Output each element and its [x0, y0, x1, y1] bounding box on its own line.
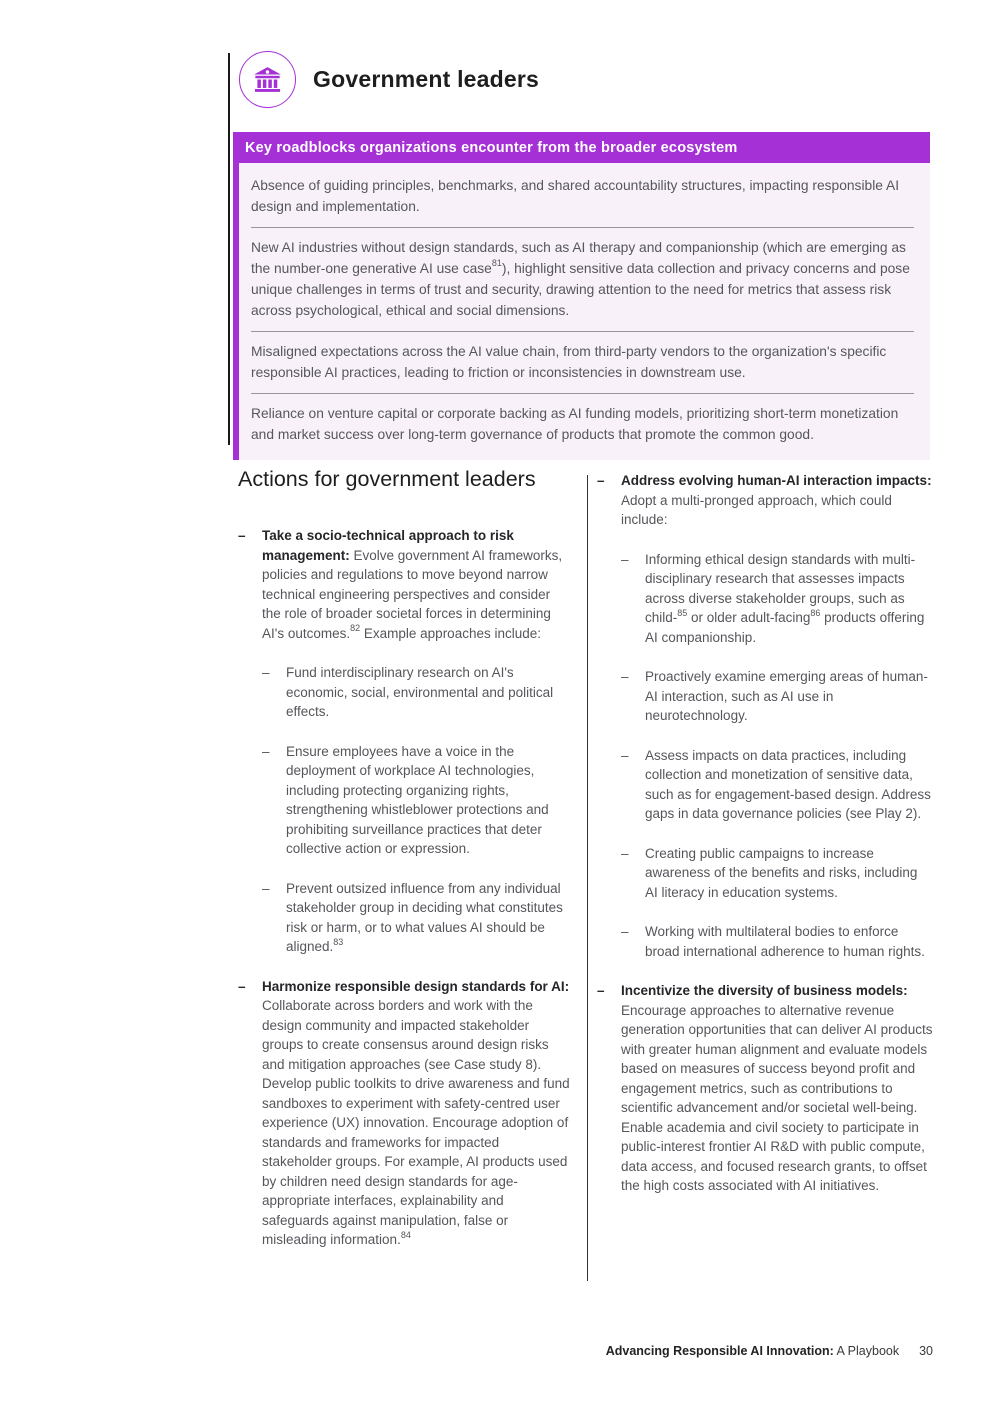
action-item: [597, 981, 933, 1196]
action-subitem: [597, 667, 933, 726]
bullet-dash: –: [262, 743, 270, 759]
action-item-text: Working with multilateral bodies to enforce broad international adherence to human rights.: [645, 924, 925, 959]
action-item-text: Fund interdisciplinary research on AI's economic, social, environmental and political effects.: [286, 665, 554, 719]
action-item-text: Address evolving human-AI interaction impacts: Adopt a multi-pronged approach, which could include:: [621, 473, 932, 527]
section-rule: [228, 53, 230, 445]
action-subitem: [238, 663, 571, 722]
bullet-dash: –: [597, 473, 605, 488]
action-item-text: Harmonize responsible design standards for AI: Collaborate across borders and work with the design community and impacted stakeholder groups to create consensus around design risks and mitigation approaches (see Case study 8). Develop public toolkits to drive awareness and fund sandboxes to experiment with safety-centred user experience (UX) innovation. Encourage adoption of standards and frameworks for impacted stakeholder groups. For example, AI products used by children need design standards for age-appropriate interfaces, explainability and safeguards against manipulation, false or misleading information.$^{84}$: [262, 978, 570, 1247]
action-subitem: [597, 550, 933, 648]
action-subitem: [597, 746, 933, 824]
action-subitem: [238, 742, 571, 859]
roadblock-item: Reliance on venture capital or corporate backing as AI funding models, prioritizing short-term monetization and market success over long-term governance of products that promote the common good.: [251, 393, 914, 455]
action-item: [597, 471, 933, 530]
bullet-dash: –: [621, 924, 629, 939]
column-divider: [587, 475, 588, 1281]
roadblock-item: New AI industries without design standards, such as AI therapy and companionship (which are emerging as the number-one generative AI use case$^{81}$), highlight sensitive data collection and privacy concerns and pose unique challenges in terms of trust and security, drawing attention to the need for metrics that assess risk across psychological, ethical and social dimensions.: [251, 227, 914, 331]
action-item-text: Ensure employees have a voice in the deployment of workplace AI technologies, including protecting organizing rights, strengthening whistleblower protections and prohibiting surveillance practices that deter collective action or expression.: [286, 743, 549, 856]
action-subitem: [597, 844, 933, 903]
action-item-text: Prevent outsized influence from any individual stakeholder group in deciding what constitutes risk or harm, or to what values AI should be aligned.$^{83}$: [286, 880, 563, 954]
bullet-dash: –: [238, 978, 246, 994]
action-item-text: Informing ethical design standards with multi-disciplinary research that assesses impacts across diverse stakeholder groups, such as child-$^{85}$ or older adult-facing$^{86}$ products offering AI companionship.: [645, 551, 925, 645]
actions-left-column: [238, 467, 571, 1270]
actions-right-column: [597, 471, 933, 1216]
action-item-text: Creating public campaigns to increase awareness of the benefits and risks, including AI literacy in education systems.: [645, 845, 918, 900]
actions-heading: Actions for government leaders: [238, 467, 536, 491]
action-item-text: Incentivize the diversity of business models: Encourage approaches to alternative revenue generation opportunities that can deliver AI products with greater human alignment and evaluate models based on measures of success beyond profit and engagement metrics, such as contributions to scientific advancement and/or societal well-being. Enable academia and civil society to participate in public-interest frontier AI R&D with public compute, data access, and focused research grants, to offset the high costs associated with AI initiatives.: [621, 983, 933, 1193]
government-building-icon: [239, 51, 296, 108]
bullet-dash: –: [597, 983, 605, 998]
roadblocks-box: [233, 163, 930, 460]
bullet-dash: –: [621, 551, 629, 567]
action-item-text: Assess impacts on data practices, including collection and monetization of sensitive data, such as for engagement-based design. Address gaps in data governance policies (see Play 2).: [645, 747, 931, 821]
action-item: [238, 526, 571, 643]
action-item: [238, 977, 571, 1250]
roadblock-item: Absence of guiding principles, benchmarks, and shared accountability structures, impacting responsible AI design and implementation.: [251, 178, 900, 214]
page-title: Government leaders: [313, 66, 540, 92]
action-subitem: [597, 922, 933, 961]
roadblocks-banner-label: Key roadblocks organizations encounter from the broader ecosystem: [245, 139, 738, 156]
page-number: 30: [919, 1344, 933, 1358]
roadblocks-banner: [233, 132, 930, 163]
bullet-dash: –: [621, 747, 629, 763]
bullet-dash: –: [621, 845, 629, 861]
page-footer: [606, 1344, 933, 1358]
bullet-dash: –: [262, 880, 270, 896]
bullet-dash: –: [621, 669, 629, 684]
footer-document-subtitle: A Playbook: [833, 1344, 900, 1358]
action-item-text: Take a socio-technical approach to risk management: Evolve government AI frameworks, policies and regulations to move beyond narrow technical engineering perspectives and consider the role of broader societal forces in determining AI's outcomes.$^{82}$ Example approaches include:: [262, 528, 563, 641]
bullet-dash: –: [238, 528, 246, 543]
roadblock-item: Misaligned expectations across the AI value chain, from third-party vendors to the organization's specific responsible AI practices, leading to friction or inconsistencies in downstream use.: [251, 331, 914, 393]
action-subitem: [238, 879, 571, 957]
action-item-text: Proactively examine emerging areas of human-AI interaction, such as AI use in neurotechnology.: [645, 669, 928, 723]
footer-document-title: Advancing Responsible AI Innovation:: [605, 1344, 834, 1358]
bullet-dash: –: [262, 665, 270, 680]
